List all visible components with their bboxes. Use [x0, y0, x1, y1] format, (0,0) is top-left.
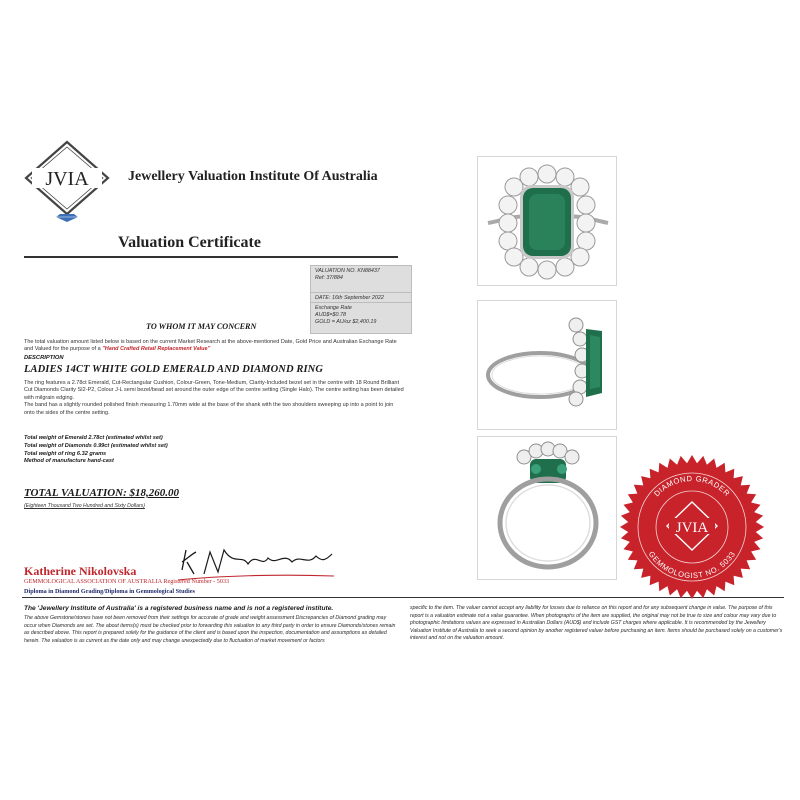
- seal-center-text: JVIA: [675, 520, 709, 536]
- association: GEMMOLOGICAL ASSOCIATION OF AUSTRALIA Registered Number - 5033: [24, 578, 230, 585]
- diploma: Diploma in Diamond Grading/Diploma in Gemmological Studies: [24, 588, 195, 595]
- item-description: [24, 380, 404, 417]
- total-valuation: TOTAL VALUATION: $18,260.00: [24, 487, 180, 499]
- intro-paragraph: [24, 339, 404, 354]
- page-title: Valuation Certificate: [118, 234, 261, 251]
- disclaimer-right: specific to the item. The valuer cannot accept any liability for losses due to reliance on this report and for any subsequent change in value. The purpose of this report is a valuation estimate not a value guarantee. When photographs of the item are supplied, the original may not be true to size and colour may vary due to photographic limitations values are expressed in Australian Dollars (AUD$) and include GST charges where applicable. It is recommended by the Jewellery Valuation Institute of Australia to seek a second opinion by another registered valuer before purchasing an item. Items should be purchased solely on a customer's interest and not on the valuation amount.: [410, 605, 783, 642]
- weights-list: [24, 435, 324, 466]
- diamond-icon: [56, 214, 78, 222]
- disclaimer-left: The above Gemstone/stones have not been removed from their settings for accurate of grade and weight assessment Discrepancies of Diamond grading may occur when Diamonds are set. The about items(s) must be checked prior to forwarding this valuation to any third party in order to ensure Diamonds/stones remain as described above. This report is prepared solely for the guidance of the client and is based upon the inspection, documentation and assumptions as detailed herein. The valuation is as current as the date only and may change unexpectedly due to fluctuation of market movement or factors: [24, 615, 396, 644]
- description-paragraph: The ring features a 2.78ct Emerald, Cut-Rectangular Cushion, Colour-Green, Tone-Medium, Clarity-Included bezel set in the centre with 18 Round Brilliant Cut Diamonds Clarity SI2-P2, Colour J-L semi bezel/bead set around the outer edge of the centre setting (Single Halo). The centre setting has been detailed with milgrain edging.: [24, 380, 404, 401]
- valuation-number: VALUATION NO. KN88437: [315, 268, 380, 274]
- gold-rate: GOLD = AU/oz $2,400.19: [315, 319, 377, 326]
- logo-text: JVIA: [45, 168, 89, 190]
- weight-line: Total weight of Diamonds 0.99ct (estimated whilst set): [24, 442, 168, 449]
- weight-line: Total weight of ring 6.32 grams: [24, 450, 107, 457]
- institute-name: Jewellery Valuation Institute Of Australia: [128, 169, 378, 184]
- title-divider: [24, 256, 398, 258]
- exchange-rate-box: [310, 302, 412, 334]
- disclaimer-heading: The 'Jewellery Institute of Australia' is a registered business name and is not a registered institute.: [24, 605, 334, 612]
- intro-text: The total valuation amount listed below is based on the current Market Research at the above-mentioned Date, Gold Price and Australian Exchange Rate and Valued for the purpose of a: [24, 339, 397, 353]
- valuation-number-box: [310, 265, 412, 295]
- total-valuation-words: (Eighteen Thousand Two Hundred and Sixty Dollars): [24, 503, 146, 509]
- value-type: "Hand Crafted Retail Replacement Value": [102, 346, 211, 353]
- diamond-grader-seal: [619, 454, 765, 600]
- reference: Ref: 37/884: [315, 275, 343, 282]
- ring-photo-top: [477, 156, 617, 286]
- signatory-name: Katherine Nikolovska: [24, 564, 137, 578]
- ring-photo-inner: [477, 436, 617, 580]
- exchange-label: Exchange Rate: [315, 305, 352, 311]
- seal-bottom-text: GEMMOLOGIST NO. 5033: [646, 549, 738, 581]
- description-label: DESCRIPTION: [24, 355, 64, 361]
- salutation: TO WHOM IT MAY CONCERN: [146, 322, 257, 331]
- aud-rate: AUD$=$0.78: [315, 312, 347, 319]
- jvia-logo: [24, 140, 110, 222]
- ring-photo-side: [477, 300, 617, 430]
- seal-top-text: DIAMOND GRADER: [652, 473, 732, 499]
- weight-line: Total weight of Emerald 2.78ct (estimated whilst set): [24, 435, 163, 441]
- item-title: LADIES 14CT WHITE GOLD EMERALD AND DIAMOND RING: [24, 364, 324, 375]
- valuation-date: DATE: 16th September 2022: [315, 295, 384, 301]
- description-paragraph: The band has a slightly rounded polished finish measuring 1.70mm wide at the base of the shank with the two shoulders sweeping up into a point to join onto the sides of the centre setting.: [24, 402, 394, 416]
- weight-line: Method of manufacture hand-cast: [24, 458, 114, 465]
